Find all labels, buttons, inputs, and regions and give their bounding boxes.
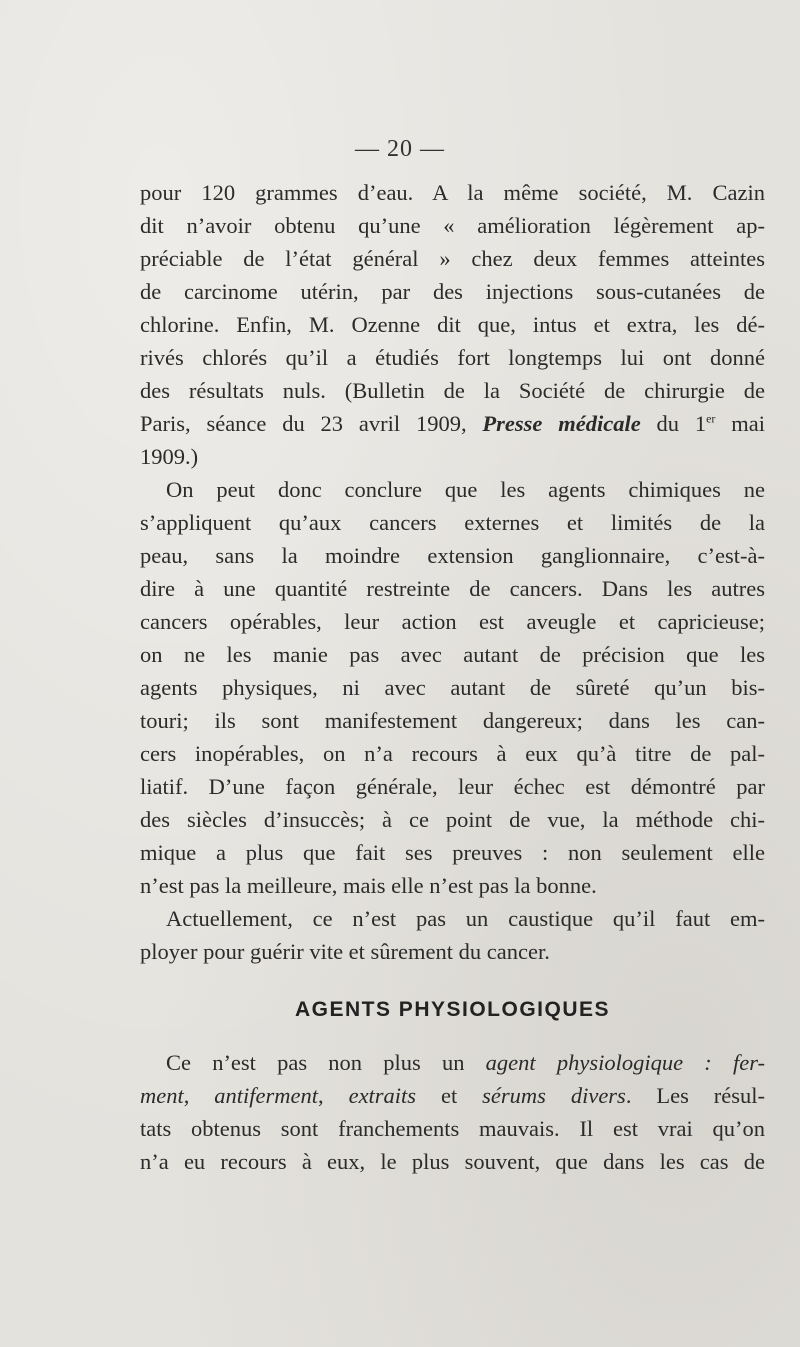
text-body — [140, 176, 765, 1178]
text-line: chlorine. Enfin, M. Ozenne dit que, intus et extra, les dé- — [140, 312, 765, 337]
text-run: , — [183, 1083, 215, 1108]
text-line: liatif. D’une façon générale, leur échec est démontré par — [140, 774, 765, 799]
text-line: préciable de l’état général » chez deux femmes atteintes — [140, 246, 765, 271]
text-line: des siècles d’insuccès; à ce point de vue, la méthode chi- — [140, 807, 765, 832]
page-number: — 20 — — [355, 136, 445, 162]
citation-text: Paris, séance du 23 avril 1909, — [140, 411, 483, 436]
text-line: n’est pas la meilleure, mais elle n’est pas la bonne. — [140, 873, 597, 898]
text-line: Actuellement, ce n’est pas un caustique qu’il faut em- — [166, 906, 765, 931]
text-line-citation — [140, 407, 765, 440]
text-line: On peut donc conclure que les agents chimiques ne — [166, 477, 765, 502]
citation-month: mai — [715, 411, 765, 436]
text-line: 1909.) — [140, 444, 199, 469]
text-line: cers inopérables, on n’a recours à eux qu’à titre de pal- — [140, 741, 765, 766]
text-line: mique a plus que fait ses preuves : non seulement elle — [140, 840, 765, 865]
italic-term: antiferment — [214, 1083, 319, 1108]
paragraph-chlorine-results — [140, 176, 765, 473]
italic-term: ment — [140, 1083, 184, 1108]
text-line: n’a eu recours à eux, le plus souvent, que dans les cas de — [140, 1149, 765, 1174]
text-line: ployer pour guérir vite et sûrement du cancer. — [140, 939, 550, 964]
text-run: . Les résul- — [625, 1083, 766, 1108]
text-line: peau, sans la moindre extension ganglionnaire, c’est-à- — [140, 543, 765, 568]
text-line: pour 120 grammes d’eau. A la même société, M. Cazin — [140, 180, 765, 205]
text-line: agents physiques, ni avec autant de sûreté qu’un bis- — [140, 675, 765, 700]
text-line: s’appliquent qu’aux cancers externes et limités de la — [140, 510, 765, 535]
text-line: dire à une quantité restreinte de cancers. Dans les autres — [140, 576, 765, 601]
italic-term: extraits — [348, 1083, 417, 1108]
text-line: touri; ils sont manifestement dangereux; dans les can- — [140, 708, 765, 733]
paragraph-conclusion — [140, 473, 765, 968]
text-line: rivés chlorés qu’il a étudiés fort longtemps lui ont donné — [140, 345, 765, 370]
text-line: on ne les manie pas avec autant de précision que les — [140, 642, 765, 667]
text-line: dit n’avoir obtenu qu’une « amélioration légèrement ap- — [140, 213, 765, 238]
text-run: et — [416, 1083, 483, 1108]
text-line — [140, 1079, 765, 1112]
citation-date: du 1 — [640, 411, 707, 436]
section-heading: AGENTS PHYSIOLOGIQUES — [294, 998, 611, 1021]
text-line: cancers opérables, leur action est aveugle et capricieuse; — [140, 609, 765, 634]
text-line: des résultats nuls. (Bulletin de la Société de chirurgie de — [140, 378, 765, 403]
text-line — [140, 1046, 765, 1079]
italic-term: agent physiologique : fer- — [485, 1050, 766, 1075]
text-line: de carcinome utérin, par des injections sous-cutanées de — [140, 279, 765, 304]
text-line: tats obtenus sont franchements mauvais. Il est vrai qu’on — [140, 1116, 765, 1141]
journal-title: Presse médicale — [482, 411, 641, 436]
italic-term: sérums divers — [482, 1083, 626, 1108]
text-run: Ce n’est pas non plus un — [166, 1050, 486, 1075]
paragraph-physiological-agents — [140, 1046, 765, 1178]
ordinal-superscript: er — [706, 411, 716, 426]
text-run: , — [318, 1083, 349, 1108]
